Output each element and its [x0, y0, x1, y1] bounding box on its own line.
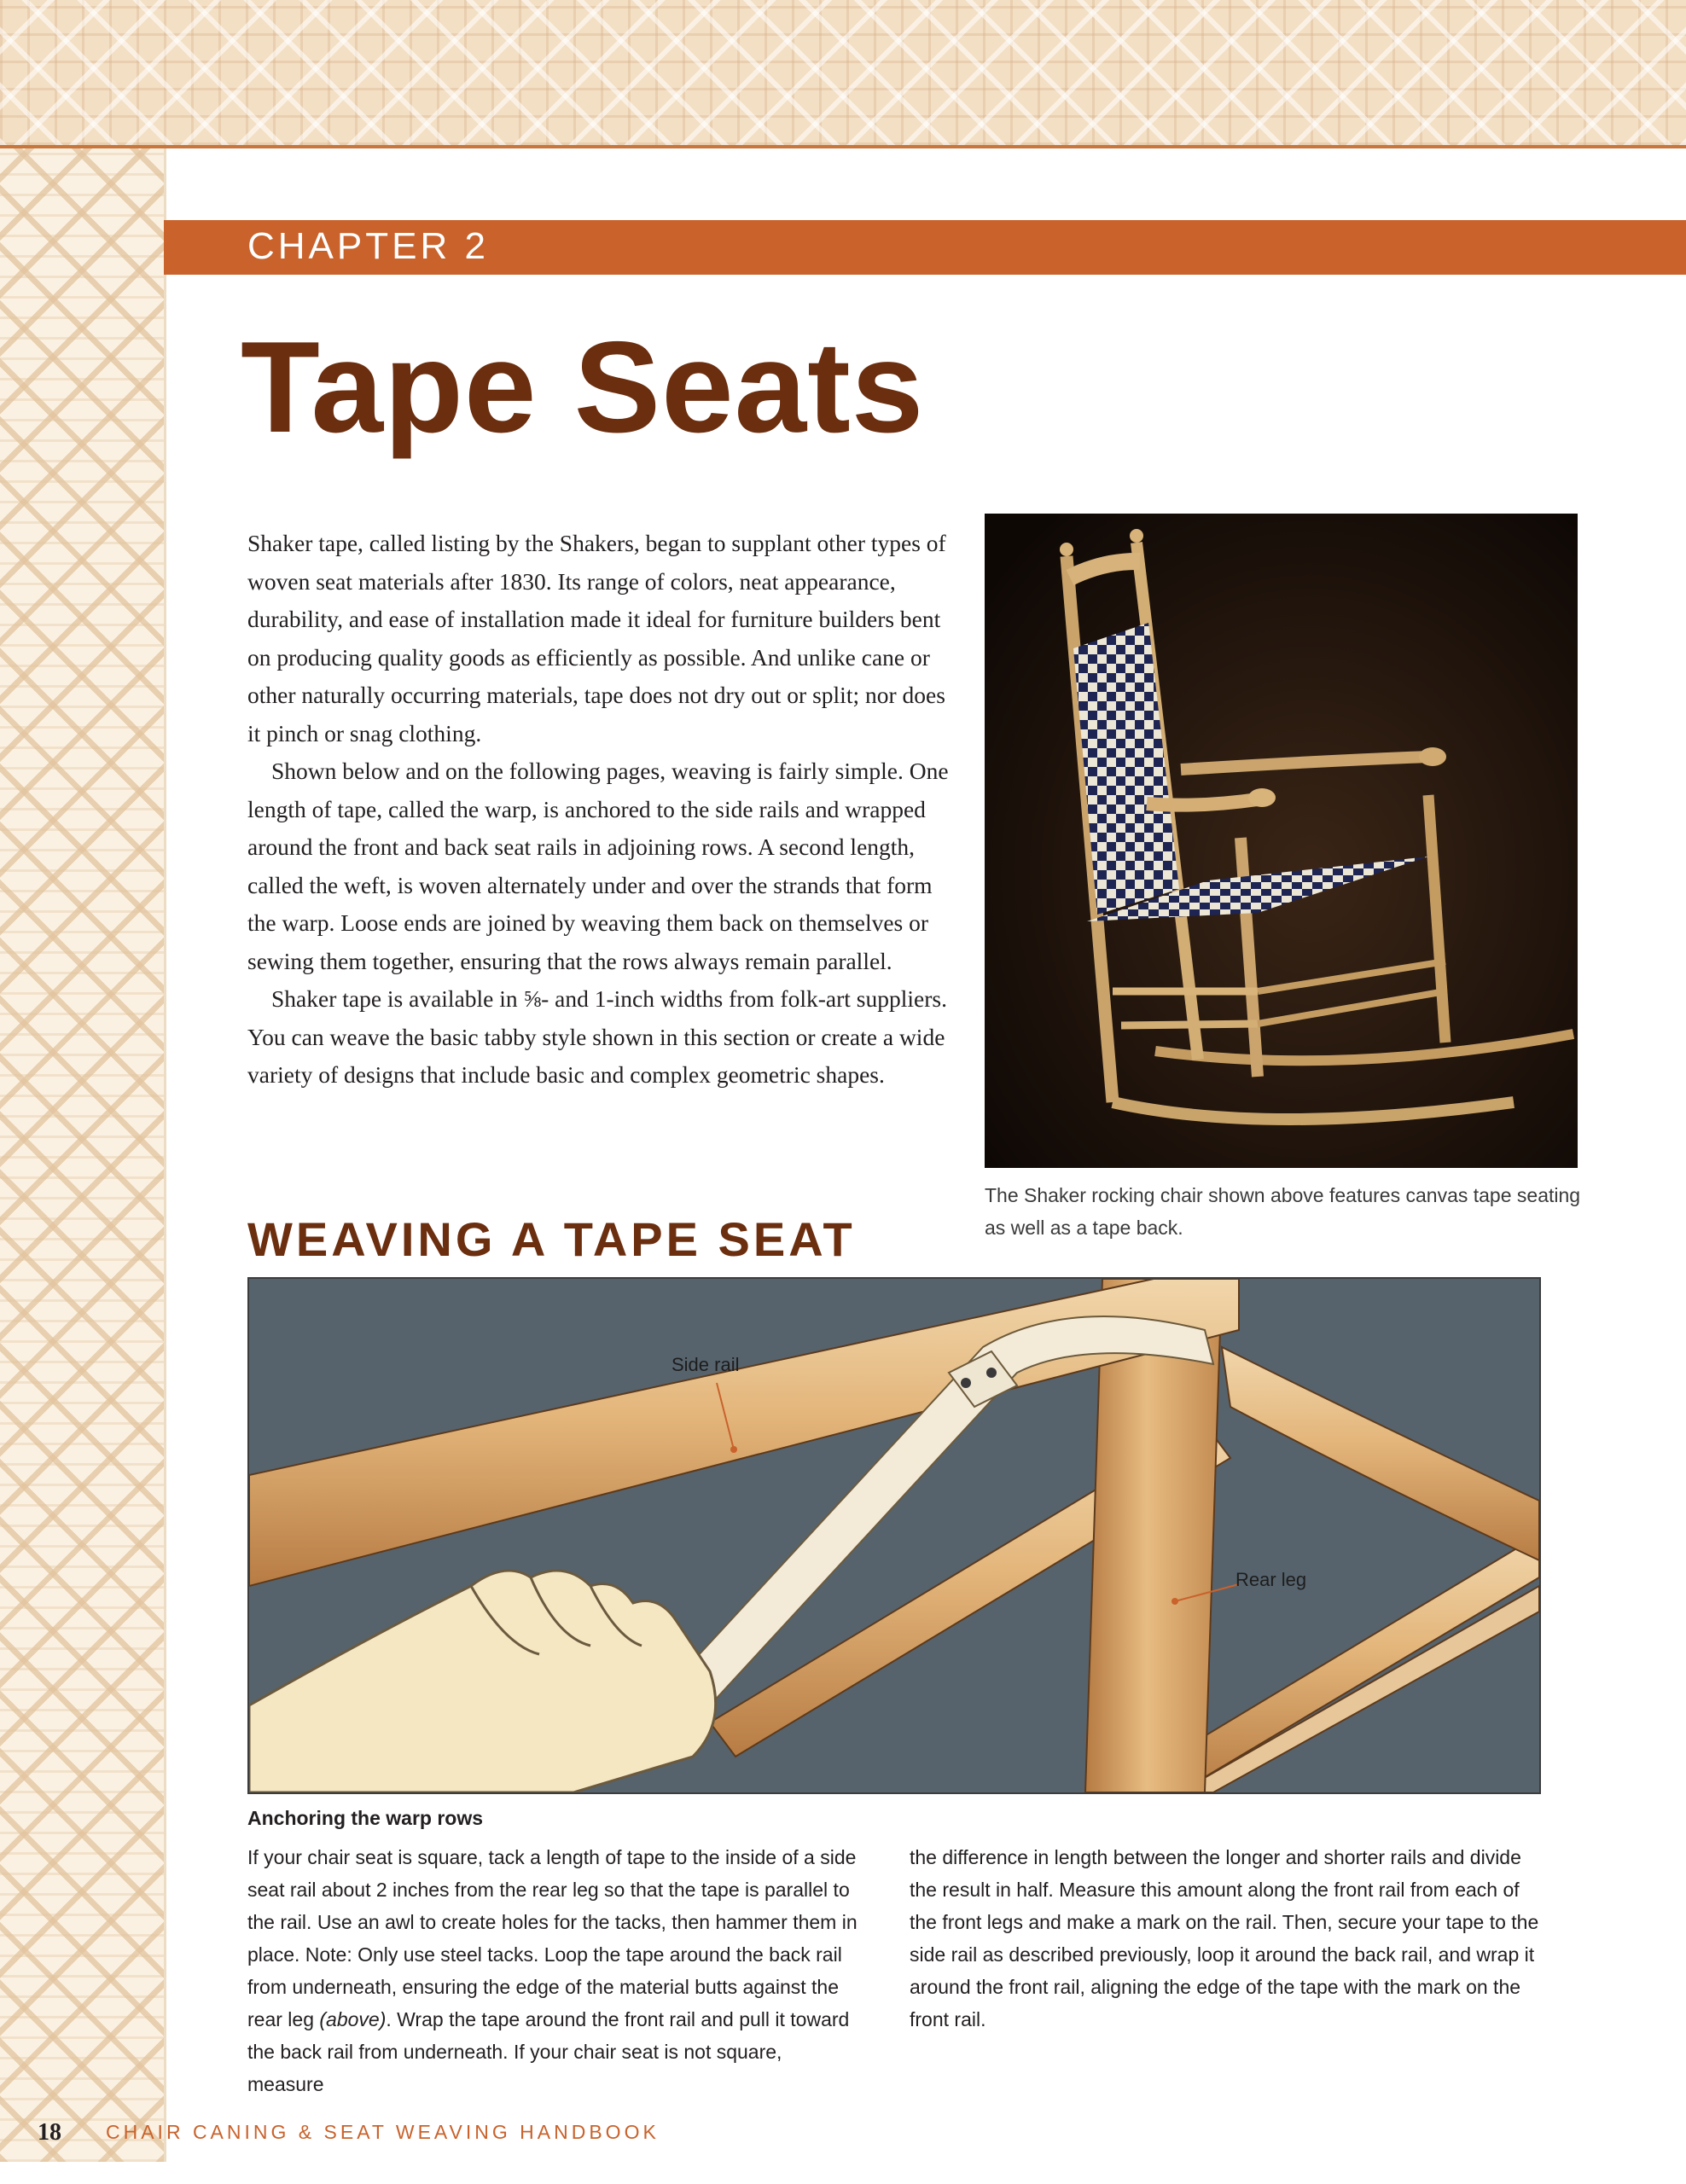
- page-title: Tape Seats: [241, 315, 925, 460]
- intro-paragraph-1: Shaker tape, called listing by the Shakers, began to supplant other types of woven seat materials after 1830. Its range of colors, neat appearance, durability, and ease of installation made it ideal for furniture builders bent on producing quality goods as efficiently as possible. And unlike cane or other naturally occurring materials, tape does not dry out or split; nor does it pinch or snag clothing.: [247, 530, 946, 746]
- cane-pattern-side-band: [0, 148, 164, 2162]
- intro-text: [247, 525, 956, 1095]
- cane-pattern-header-band: [0, 0, 1686, 145]
- step-text-1-italic: (above): [319, 2008, 387, 2030]
- section-heading: WEAVING A TAPE SEAT: [247, 1212, 856, 1266]
- running-head: CHAIR CANING & SEAT WEAVING HANDBOOK: [106, 2121, 660, 2143]
- page-number: 18: [38, 2119, 61, 2146]
- intro-paragraph-2: Shown below and on the following pages, weaving is fairly simple. One length of tape, called the warp, is anchored to the side rails and wrapped around the front and back seat rails in adjoining rows. A second length, called the weft, is woven alternately under and over the strands that form the warp. Loose ends are joined by weaving them back on themselves or sewing them together, ensuring that the rows always remain parallel.: [247, 758, 949, 974]
- photo-caption: The Shaker rocking chair shown above features canvas tape seating as well as a tape back.: [985, 1184, 1581, 1239]
- header-rule: [0, 145, 1686, 148]
- chapter-bar: [164, 220, 1686, 275]
- tape-anchoring-illustration: [247, 1277, 1541, 1794]
- chair-frame-drawing: [249, 1279, 1539, 1792]
- step-text-1b: . Wrap the tape around the front rail and pull it toward the back rail from underneath. If your chair seat is not square, measure: [247, 2008, 850, 2095]
- step-text-1a: If your chair seat is square, tack a length of tape to the inside of a side seat rail about 2 inches from the rear leg so that the tape is parallel to the rail. Use an awl to create holes for the tacks, then hammer them in place. Note: Only use steel tacks. Loop the tape around the back rail from underneath, ensuring the edge of the material butts against the rear leg: [247, 1846, 858, 2030]
- side-band-rule: [164, 148, 166, 2162]
- rocking-chair-photo: [985, 514, 1578, 1168]
- step-heading: Anchoring the warp rows: [247, 1807, 484, 1829]
- rocking-chair-illustration: [985, 514, 1578, 1168]
- callout-side-rail: Side rail: [671, 1354, 740, 1375]
- callout-rear-leg: Rear leg: [1235, 1569, 1307, 1590]
- step-text-column-1: [247, 1841, 862, 2100]
- chapter-label: CHAPTER 2: [247, 225, 489, 267]
- intro-paragraph-3: Shaker tape is available in ⅝- and 1-inch widths from folk-art suppliers. You can weave the basic tabby style shown in this section or create a wide variety of designs that include basic and complex geometric shapes.: [247, 985, 947, 1088]
- step-text-column-2: the difference in length between the longer and shorter rails and divide the result in half. Measure this amount along the front rail from each of the front legs and make a mark on the rail. Then, secure your tape to the side rail as described previously, loop it around the back rail, and wrap it around the front rail, aligning the edge of the tape with the mark on the front rail.: [910, 1846, 1539, 2030]
